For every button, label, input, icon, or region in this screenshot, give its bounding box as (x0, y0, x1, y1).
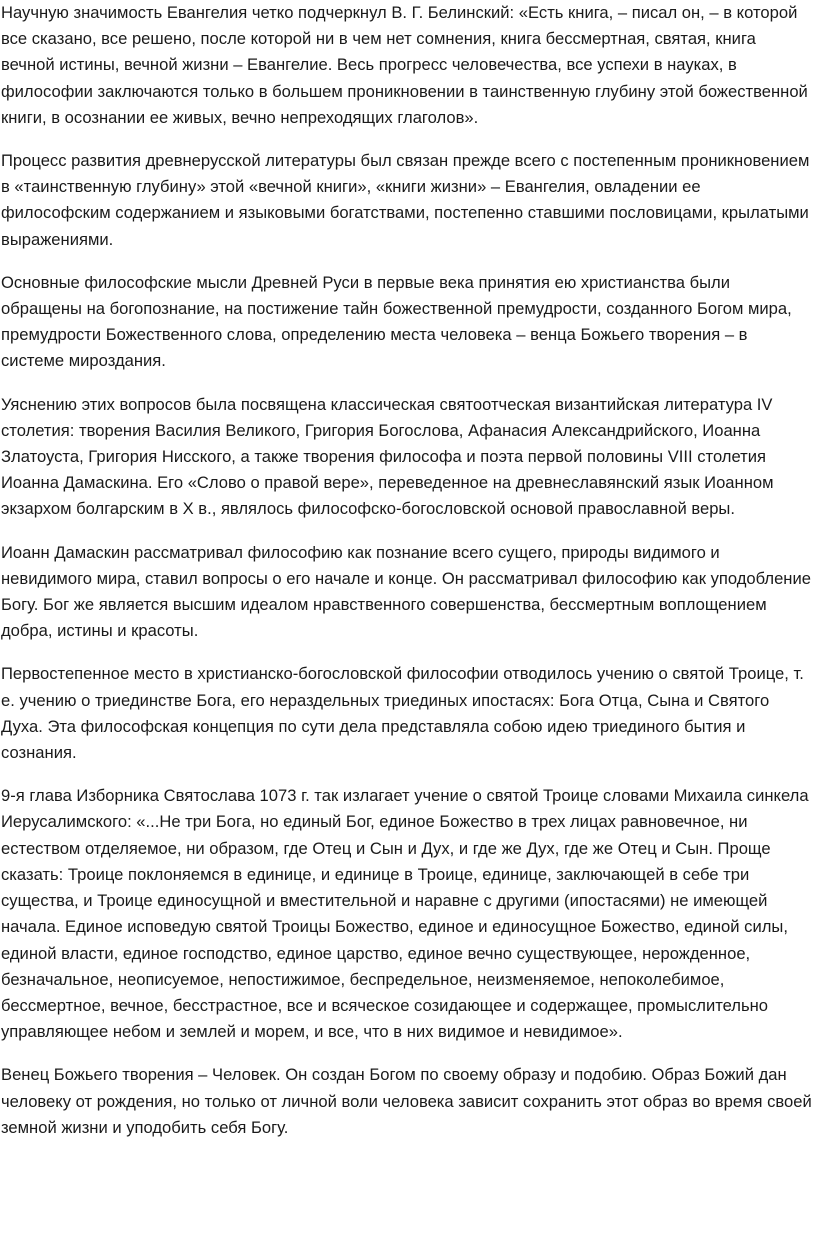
paragraph-byzantine-literature: Уяснению этих вопросов была посвящена классическая святоотческая византийская литература IV столетия: творения Василия Великого, Григория Богослова, Афанасия Александрийского, Иоанна Златоуста, Григория Нисского, а также творения философа и поэта первой половины VIII столетия Иоанна Дамаскина. Его «Слово о правой вере», переведенное на древнеславянский язык Иоанном экзархом болгарским в X в., являлось философско-богословской основой православной веры. (1, 394, 774, 519)
paragraph-belinsky-quote: Научную значимость Евангелия четко подчеркнул В. Г. Белинский: «Есть книга, – писал он, – в которой все сказано, все решено, после которой ни в чем нет сомнения, книга бессмертная, святая, книга вечной истины, вечной жизни – Евангелие. Весь прогресс человечества, все успехи в науках, в философии заключаются только в большем проникновении в таинственную глубину этой божественной книги, в осознании ее живых, вечно непреходящих глаголов». (1, 3, 808, 127)
paragraph-izbornik-quote: 9-я глава Изборника Святослава 1073 г. так излагает учение о святой Троице словами Михаила синкела Иерусалимского: «...Не три Бога, но единый Бог, единое Божество в трех лицах равновечное, ни естеством отделяемое, ни образом, где Отец и Сын и Дух, и где же Дух, где же Отец и Сын. Проще сказать: Троице поклоняемся в единице, и единице в Троице, единице, заключающей в себе три существа, и Троице единосущной и вместительной и наравне с другими (ипостасями) не имеющей начала. Единое исповедую святой Троицы Божество, единое и единосущное Божество, единой силы, единой власти, единое господство, единое царство, единое вечно существующее, нерожденное, безначальное, неописуемое, непостижимое, беспредельное, неизменяемое, непоколебимое, бессмертное, вечное, бесстрастное, все и всяческое созидающее и содержащее, промыслительно управляющее небом и землей и морем, и все, что в них видимое и невидимое». (1, 786, 809, 1042)
paragraph-philosophical-thoughts: Основные философские мысли Древней Руси в первые века принятия ею христианства были обращены на богопознание, на постижение тайн божественной премудрости, созданного Богом мира, премудрости Божественного слова, определению места человека – венца Божьего творения – в системе мироздания. (1, 272, 792, 371)
paragraph-old-russian-literature: Процесс развития древнерусской литературы был связан прежде всего с постепенным проникновением в «таинственную глубину» этой «вечной книги», «книги жизни» – Евангелия, овладении ее философским содержанием и языковыми богатствами, постепенно ставшими пословицами, крылатыми выражениями. (1, 151, 810, 249)
paragraph-john-damascene: Иоанн Дамаскин рассматривал философию как познание всего сущего, природы видимого и невидимого мира, ставил вопросы о его начале и конце. Он рассматривал философию как уподобление Богу. Бог же является высшим идеалом нравственного совершенства, бессмертным воплощением добра, истины и красоты. (1, 542, 811, 641)
paragraph-holy-trinity: Первостепенное место в христианско-богословской философии отводилось учению о святой Троице, т. е. учению о триединстве Бога, его нераздельных триединых ипостасях: Бога Отца, Сына и Святого Духа. Эта философская концепция по сути дела представляла собою идею триединого бытия и сознания. (1, 664, 804, 763)
paragraph-crown-of-creation: Венец Божьего творения – Человек. Он создан Богом по своему образу и подобию. Образ Божий дан человеку от рождения, но только от личной воли человека зависит сохранить этот образ во время своей земной жизни и уподобить себя Богу. (1, 1065, 812, 1137)
